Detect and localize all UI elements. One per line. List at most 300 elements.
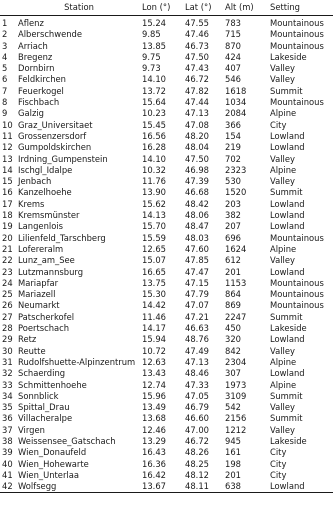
cell-station: Galzig [18,108,44,119]
table-row [0,142,333,153]
cell-lon: 16.36 [142,458,166,469]
cell-index: 18 [2,210,13,221]
table-row [0,425,333,436]
cell-lat: 47.39 [185,176,209,187]
table-row [0,470,333,481]
cell-alt: 1520 [225,187,247,198]
cell-alt: 2084 [225,108,247,119]
cell-index: 41 [2,469,13,480]
table-row [0,300,333,311]
cell-alt: 154 [225,130,241,141]
header-lon: Lon (°) [142,1,171,12]
table-row [0,29,333,40]
cell-lon: 13.29 [142,435,166,446]
cell-index: 38 [2,435,13,446]
table-row [0,323,333,334]
cell-lat: 47.60 [185,243,209,254]
cell-setting: Summit [270,187,303,198]
cell-setting: Valley [270,402,295,413]
cell-station: Weissensee_Gatschach [18,435,116,446]
cell-lat: 47.07 [185,300,209,311]
cell-station: Mariazell [18,289,56,300]
cell-station: Grossenzersdorf [18,130,87,141]
cell-lat: 48.76 [185,334,209,345]
cell-index: 24 [2,277,13,288]
cell-alt: 2323 [225,164,247,175]
table-row [0,120,333,131]
cell-alt: 1624 [225,243,247,254]
cell-station: Jenbach [18,176,52,187]
cell-lat: 48.20 [185,130,209,141]
cell-station: Krems [18,198,45,209]
cell-lon: 15.24 [142,18,166,28]
table-row [0,278,333,289]
cell-lat: 48.04 [185,142,209,153]
cell-lon: 10.72 [142,345,166,356]
cell-alt: 945 [225,435,241,446]
cell-lon: 14.13 [142,210,166,221]
cell-index: 27 [2,311,13,322]
cell-lat: 46.68 [185,187,209,198]
cell-lat: 48.03 [185,232,209,243]
cell-index: 19 [2,221,13,232]
cell-alt: 612 [225,255,241,266]
cell-station: Villacheralpe [18,413,73,424]
cell-lat: 48.47 [185,221,209,232]
table-row [0,289,333,300]
cell-lat: 47.21 [185,311,209,322]
table-row [0,165,333,176]
cell-lat: 47.13 [185,356,209,367]
cell-station: Irdning_Gumpenstein [18,153,108,164]
cell-setting: Valley [270,176,295,187]
table-row [0,97,333,108]
cell-index: 34 [2,390,13,401]
cell-lat: 47.44 [185,97,209,108]
cell-station: Lunz_am_See [18,255,75,266]
cell-setting: Alpine [270,356,297,367]
cell-lon: 13.43 [142,368,166,379]
cell-alt: 842 [225,345,241,356]
cell-setting: City [270,447,287,458]
cell-setting: Lowland [270,481,305,492]
cell-lat: 46.98 [185,164,209,175]
cell-setting: Summit [270,390,303,401]
cell-station: Patscherkofel [18,311,75,322]
cell-lon: 15.94 [142,334,166,345]
cell-station: Feldkirchen [18,74,66,85]
cell-lat: 46.72 [185,435,209,446]
cell-station: Reutte [18,345,46,356]
table-row [0,334,333,345]
cell-setting: Lakeside [270,435,307,446]
cell-alt: 198 [225,458,241,469]
cell-station: Lilienfeld_Tarschberg [18,232,106,243]
cell-index: 16 [2,187,13,198]
header-index [0,0,16,16]
cell-lon: 13.90 [142,187,166,198]
cell-setting: Alpine [270,243,297,254]
cell-lon: 16.42 [142,469,166,480]
table-row [0,346,333,357]
cell-lat: 46.73 [185,40,209,51]
cell-alt: 320 [225,334,241,345]
table-row [0,447,333,458]
table-row [0,63,333,74]
cell-alt: 450 [225,323,241,334]
cell-index: 28 [2,323,13,334]
cell-setting: Lowland [270,266,305,277]
cell-index: 11 [2,130,13,141]
cell-alt: 219 [225,142,241,153]
cell-alt: 638 [225,481,241,492]
cell-index: 15 [2,176,13,187]
cell-station: Neumarkt [18,300,60,311]
cell-station: Lofereralm [18,243,64,254]
cell-lat: 48.26 [185,447,209,458]
cell-lat: 47.82 [185,85,209,96]
cell-index: 23 [2,266,13,277]
cell-alt: 1212 [225,424,247,435]
cell-lon: 12.46 [142,424,166,435]
cell-lon: 13.85 [142,40,166,51]
cell-setting: Lowland [270,198,305,209]
cell-setting: Mountainous [270,18,324,28]
cell-alt: 307 [225,368,241,379]
table-row [0,52,333,63]
table-row [0,233,333,244]
cell-alt: 201 [225,469,241,480]
cell-setting: Lowland [270,221,305,232]
cell-lon: 10.32 [142,164,166,175]
cell-alt: 542 [225,402,241,413]
header-row [0,0,333,16]
cell-index: 22 [2,255,13,266]
cell-station: Spittal_Drau [18,402,70,413]
cell-index: 17 [2,198,13,209]
cell-index: 6 [2,74,8,85]
cell-lat: 46.60 [185,413,209,424]
cell-station: Schmittenhoehe [18,379,87,390]
cell-setting: Summit [270,85,303,96]
table-row [0,357,333,368]
cell-index: 30 [2,345,13,356]
cell-station: Virgen [18,424,45,435]
cell-setting: Lakeside [270,51,307,62]
cell-lat: 47.55 [185,18,209,28]
cell-alt: 869 [225,300,241,311]
cell-lat: 47.05 [185,390,209,401]
cell-lon: 13.75 [142,277,166,288]
cell-alt: 530 [225,176,241,187]
table-row [0,199,333,210]
cell-setting: Valley [270,424,295,435]
table-row [0,391,333,402]
cell-lon: 13.49 [142,402,166,413]
cell-lon: 14.42 [142,300,166,311]
cell-lon: 15.30 [142,289,166,300]
cell-index: 42 [2,481,13,492]
cell-index: 20 [2,232,13,243]
cell-setting: Mountainous [270,232,324,243]
cell-lon: 9.85 [142,29,161,40]
cell-station: Dornbirn [18,63,55,74]
table-row [0,255,333,266]
table-row [0,131,333,142]
cell-lat: 47.85 [185,255,209,266]
cell-index: 26 [2,300,13,311]
cell-alt: 864 [225,289,241,300]
cell-lon: 12.74 [142,379,166,390]
cell-lon: 9.73 [142,63,161,74]
cell-station: Sonnblick [18,390,59,401]
cell-alt: 3109 [225,390,247,401]
cell-station: Wien_Unterlaa [18,469,79,480]
cell-lon: 15.64 [142,97,166,108]
cell-setting: Alpine [270,379,297,390]
cell-lon: 15.62 [142,198,166,209]
table-row [0,459,333,470]
cell-lon: 9.75 [142,51,161,62]
header-setting: Setting [270,1,300,12]
cell-setting: Lowland [270,142,305,153]
cell-setting: Mountainous [270,289,324,300]
cell-station: Kremsmünster [18,210,80,221]
cell-station: Bregenz [18,51,53,62]
cell-lon: 15.59 [142,232,166,243]
cell-lon: 14.10 [142,153,166,164]
cell-station: Rudolfshuette-Alpinzentrum [18,356,136,367]
cell-setting: Valley [270,63,295,74]
cell-index: 32 [2,368,13,379]
table-header [0,0,333,16]
cell-station: Kanzelhoehe [18,187,72,198]
cell-lat: 48.12 [185,469,209,480]
cell-setting: Lowland [270,130,305,141]
cell-alt: 715 [225,29,241,40]
table-row [0,312,333,323]
table-body [0,16,333,493]
cell-alt: 1153 [225,277,247,288]
table-row [0,413,333,424]
cell-lat: 47.15 [185,277,209,288]
table-row [0,187,333,198]
cell-lat: 47.00 [185,424,209,435]
cell-lat: 47.13 [185,108,209,119]
cell-lon: 15.96 [142,390,166,401]
cell-lon: 11.46 [142,311,166,322]
table-row [0,74,333,85]
cell-station: Arriach [18,40,48,51]
cell-setting: Valley [270,74,295,85]
cell-index: 2 [2,29,8,40]
cell-setting: Lowland [270,210,305,221]
table-row [0,368,333,379]
cell-station: Feuerkogel [18,85,64,96]
cell-setting: Mountainous [270,97,324,108]
cell-index: 29 [2,334,13,345]
cell-index: 39 [2,447,13,458]
cell-setting: Alpine [270,164,297,175]
table-row [0,16,333,30]
cell-alt: 1034 [225,97,247,108]
cell-lon: 15.07 [142,255,166,266]
cell-index: 21 [2,243,13,254]
cell-lon: 10.23 [142,108,166,119]
cell-setting: Mountainous [270,277,324,288]
cell-setting: Valley [270,255,295,266]
table-row [0,41,333,52]
table-row [0,402,333,413]
cell-setting: Mountainous [270,40,324,51]
table-row [0,267,333,278]
cell-setting: Mountainous [270,300,324,311]
cell-station: Alberschwende [18,29,83,40]
cell-index: 35 [2,402,13,413]
cell-index: 13 [2,153,13,164]
cell-alt: 702 [225,153,241,164]
cell-lat: 47.46 [185,29,209,40]
cell-alt: 696 [225,232,241,243]
table-row [0,176,333,187]
cell-lat: 48.11 [185,481,209,492]
cell-setting: Alpine [270,108,297,119]
cell-alt: 161 [225,447,241,458]
cell-setting: Valley [270,345,295,356]
cell-alt: 2247 [225,311,247,322]
cell-setting: Mountainous [270,29,324,40]
table-row [0,481,333,493]
cell-lon: 13.72 [142,85,166,96]
cell-index: 9 [2,108,8,119]
cell-station: Wien_Hohewarte [18,458,89,469]
cell-index: 37 [2,424,13,435]
cell-lon: 16.43 [142,447,166,458]
cell-station: Wien_Donaufeld [18,447,87,458]
cell-lon: 15.45 [142,119,166,130]
cell-index: 14 [2,164,13,175]
cell-setting: Lakeside [270,323,307,334]
cell-lon: 11.76 [142,176,166,187]
table-row [0,436,333,447]
cell-station: Schaerding [18,368,66,379]
cell-lon: 12.65 [142,243,166,254]
cell-setting: Valley [270,153,295,164]
cell-index: 25 [2,289,13,300]
cell-setting: City [270,458,287,469]
cell-lon: 14.17 [142,323,166,334]
cell-station: Gumpoldskirchen [18,142,92,153]
table-row [0,154,333,165]
cell-station: Mariapfar [18,277,59,288]
cell-index: 7 [2,85,8,96]
cell-lat: 47.33 [185,379,209,390]
cell-alt: 203 [225,198,241,209]
header-lat: Lat (°) [185,1,212,12]
cell-alt: 546 [225,74,241,85]
cell-setting: Summit [270,311,303,322]
cell-index: 40 [2,458,13,469]
cell-lon: 16.28 [142,142,166,153]
table-row [0,210,333,221]
cell-alt: 366 [225,119,241,130]
cell-setting: Summit [270,413,303,424]
cell-station: Graz_Universitaet [18,119,93,130]
cell-setting: City [270,119,287,130]
cell-index: 12 [2,142,13,153]
table-row [0,108,333,119]
cell-lon: 12.63 [142,356,166,367]
cell-index: 8 [2,97,8,108]
cell-alt: 783 [225,18,241,28]
header-alt: Alt (m) [225,1,254,12]
cell-alt: 2304 [225,356,247,367]
cell-lat: 47.49 [185,345,209,356]
header-station: Station [64,1,94,12]
cell-setting: City [270,469,287,480]
cell-lat: 47.79 [185,289,209,300]
cell-station: Wolfsegg [18,481,57,492]
cell-station: Ischgl_Idalpe [18,164,73,175]
cell-index: 5 [2,63,8,74]
cell-setting: Lowland [270,334,305,345]
cell-lon: 15.70 [142,221,166,232]
cell-index: 36 [2,413,13,424]
cell-lat: 46.63 [185,323,209,334]
cell-alt: 382 [225,210,241,221]
cell-alt: 1618 [225,85,247,96]
cell-alt: 201 [225,266,241,277]
cell-lon: 13.67 [142,481,166,492]
cell-index: 1 [2,18,8,28]
cell-lon: 16.65 [142,266,166,277]
cell-lat: 47.08 [185,119,209,130]
table-row [0,221,333,232]
cell-alt: 407 [225,63,241,74]
cell-alt: 2156 [225,413,247,424]
cell-lat: 48.46 [185,368,209,379]
cell-index: 3 [2,40,8,51]
cell-index: 4 [2,51,8,62]
cell-alt: 424 [225,51,241,62]
cell-station: Poertschach [18,323,70,334]
cell-lon: 13.68 [142,413,166,424]
cell-station: Langenlois [18,221,64,232]
cell-alt: 1973 [225,379,247,390]
cell-index: 10 [2,119,13,130]
cell-lat: 47.50 [185,153,209,164]
cell-alt: 870 [225,40,241,51]
cell-lat: 47.47 [185,266,209,277]
cell-lat: 47.50 [185,51,209,62]
cell-index: 31 [2,356,13,367]
cell-lat: 47.43 [185,63,209,74]
table-row [0,380,333,391]
cell-lat: 46.79 [185,402,209,413]
cell-setting: Lowland [270,368,305,379]
table-row [0,244,333,255]
cell-lat: 46.72 [185,74,209,85]
cell-lon: 16.56 [142,130,166,141]
cell-alt: 207 [225,221,241,232]
cell-station: Retz [18,334,37,345]
cell-lat: 48.25 [185,458,209,469]
table-row [0,86,333,97]
cell-station: Lutzmannsburg [18,266,84,277]
cell-lat: 48.06 [185,210,209,221]
cell-station: Aflenz [18,18,44,28]
cell-index: 33 [2,379,13,390]
